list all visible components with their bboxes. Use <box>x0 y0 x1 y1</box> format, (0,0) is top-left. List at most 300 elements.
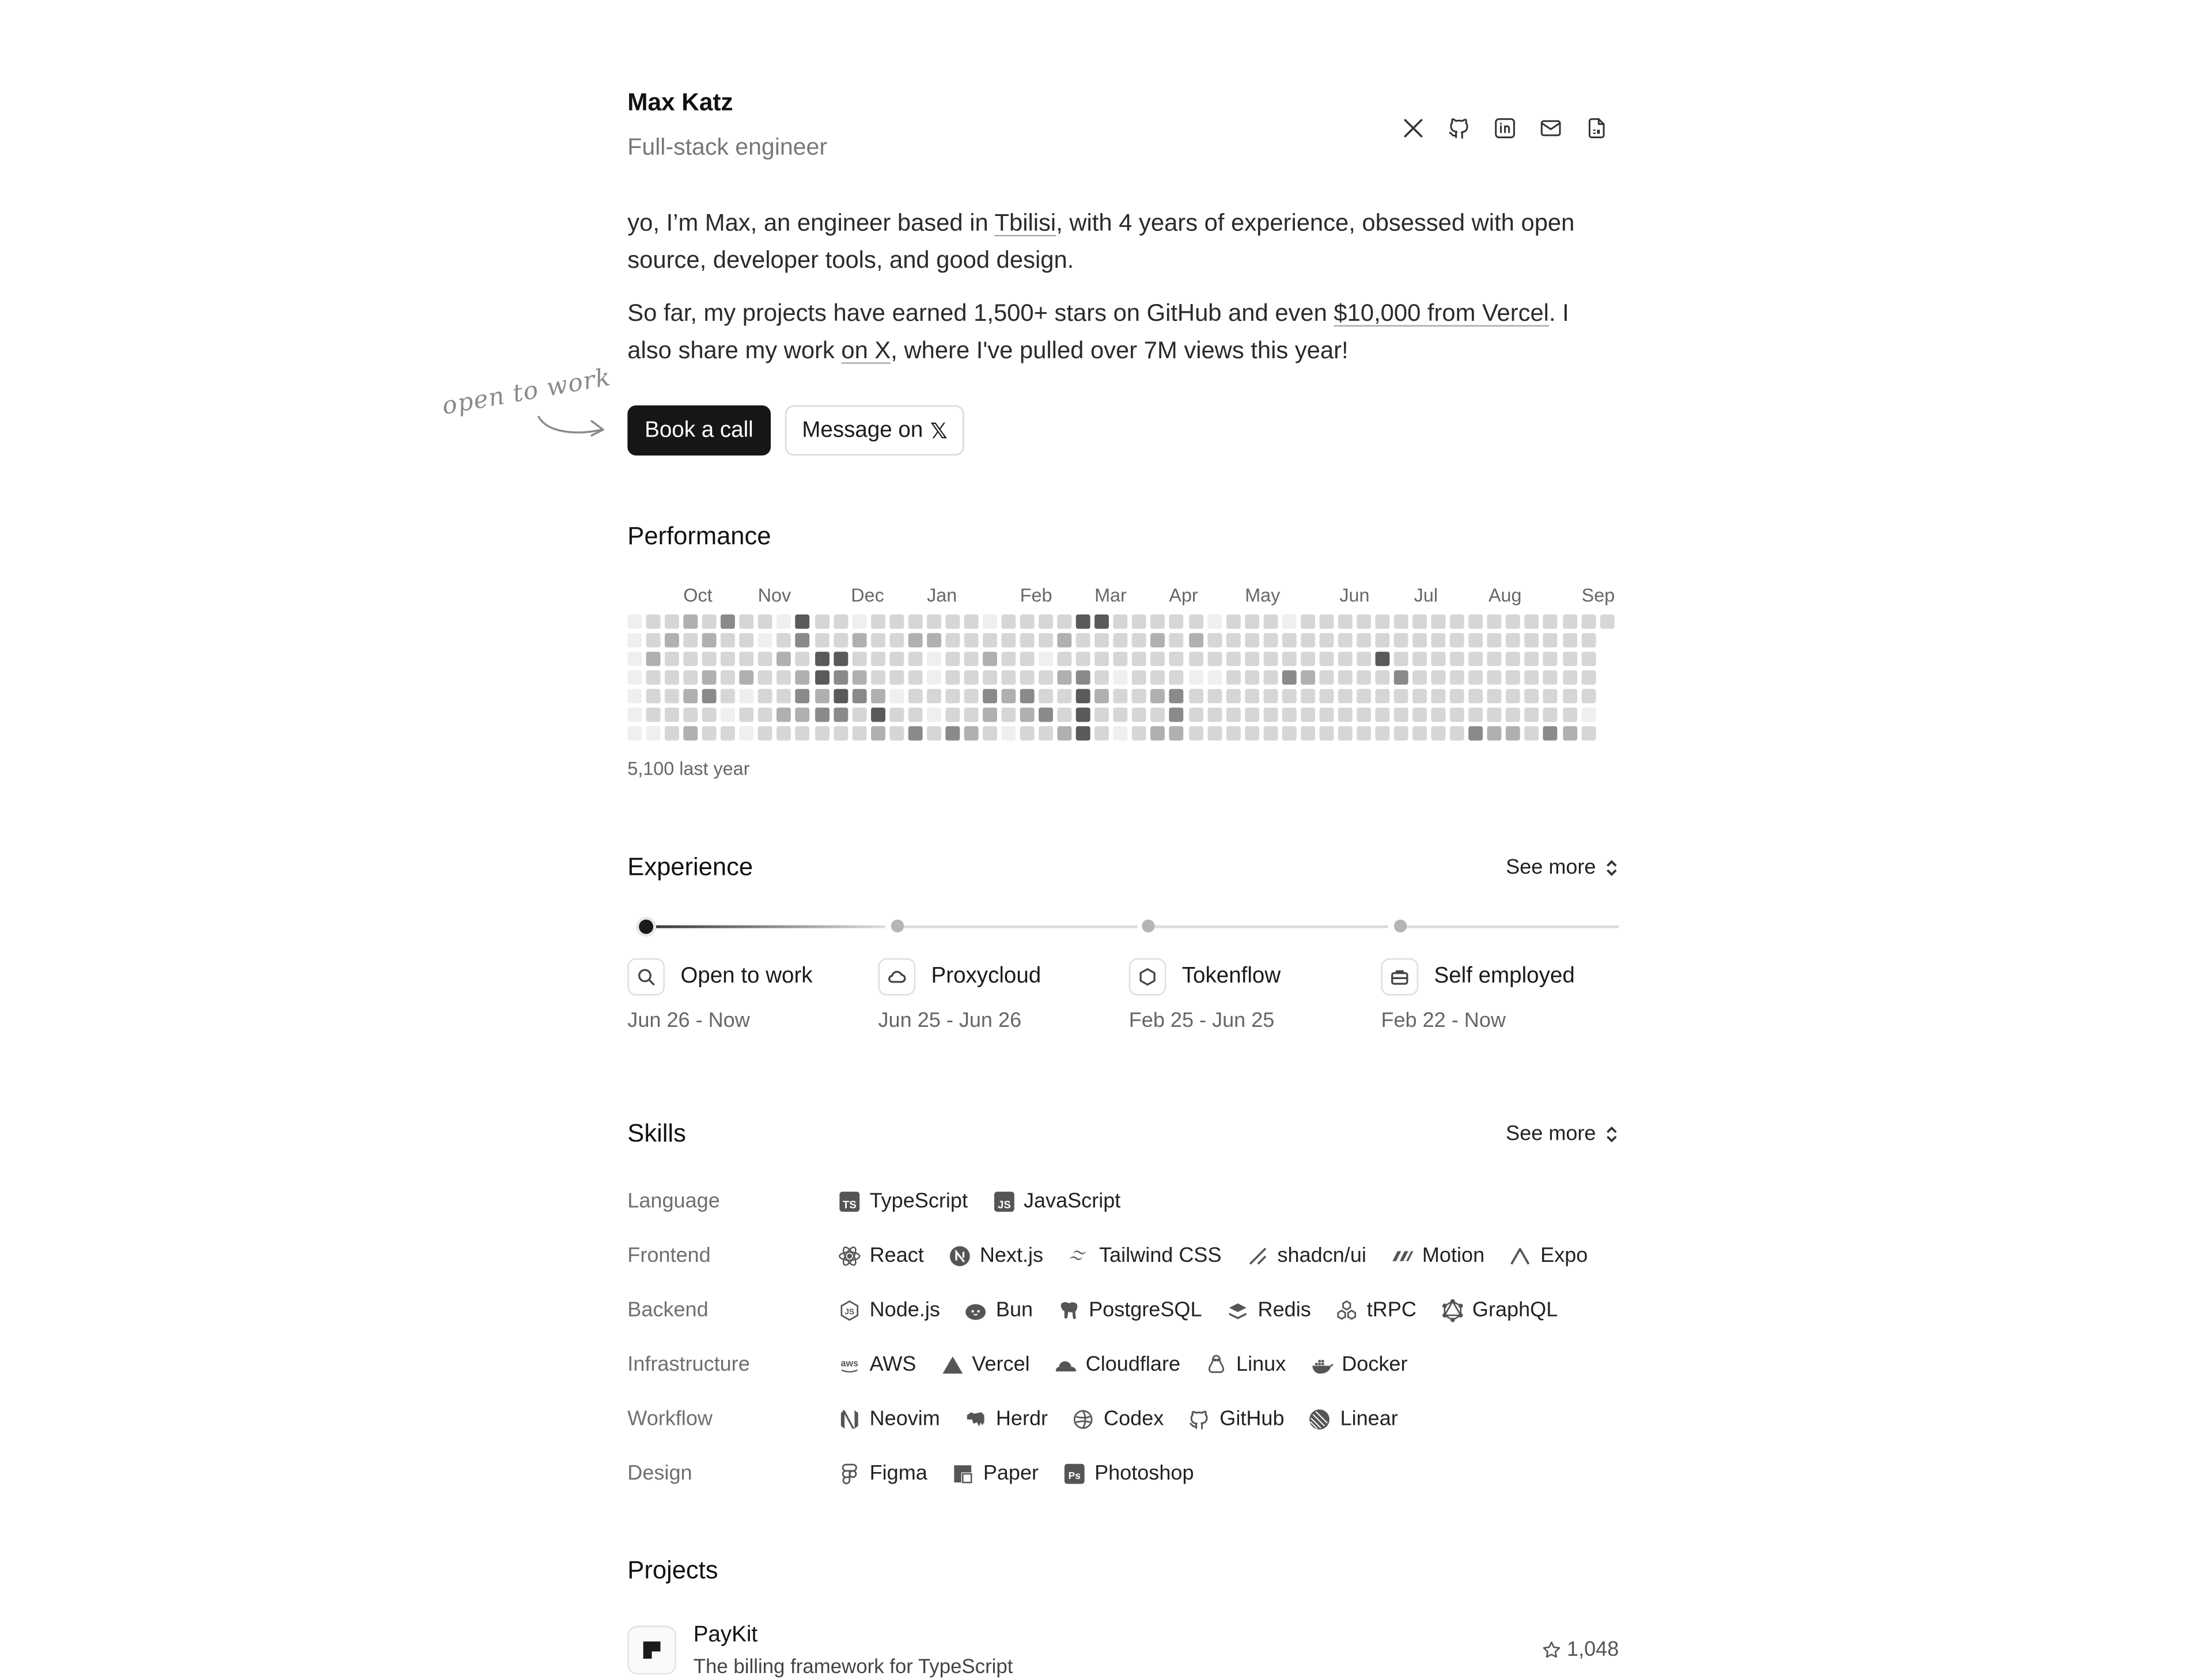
heatmap-cell[interactable] <box>1169 652 1184 666</box>
heatmap-cell[interactable] <box>740 615 754 629</box>
heatmap-cell[interactable] <box>1469 652 1483 666</box>
heatmap-cell[interactable] <box>1506 727 1521 741</box>
heatmap-cell[interactable] <box>983 689 997 704</box>
heatmap-cell[interactable] <box>815 689 829 704</box>
heatmap-cell[interactable] <box>1058 652 1072 666</box>
heatmap-cell[interactable] <box>1581 689 1596 704</box>
heatmap-cell[interactable] <box>1357 670 1371 685</box>
linkedin-icon[interactable] <box>1491 115 1518 142</box>
heatmap-cell[interactable] <box>1394 615 1408 629</box>
heatmap-cell[interactable] <box>908 670 922 685</box>
heatmap-cell[interactable] <box>1039 670 1053 685</box>
heatmap-cell[interactable] <box>646 615 661 629</box>
heatmap-cell[interactable] <box>1020 615 1035 629</box>
heatmap-cell[interactable] <box>1076 615 1090 629</box>
heatmap-cell[interactable] <box>627 652 642 666</box>
heatmap-cell[interactable] <box>1469 689 1483 704</box>
heatmap-cell[interactable] <box>1132 727 1147 741</box>
heatmap-cell[interactable] <box>1244 615 1259 629</box>
experience-item-tokenflow[interactable] <box>1129 957 1381 1033</box>
heatmap-cell[interactable] <box>1506 708 1521 722</box>
heatmap-cell[interactable] <box>758 615 772 629</box>
heatmap-cell[interactable] <box>777 689 791 704</box>
heatmap-cell[interactable] <box>1076 633 1090 647</box>
heatmap-cell[interactable] <box>1562 652 1577 666</box>
heatmap-cell[interactable] <box>721 652 736 666</box>
heatmap-cell[interactable] <box>1412 652 1427 666</box>
heatmap-cell[interactable] <box>1412 689 1427 704</box>
heatmap-cell[interactable] <box>702 670 717 685</box>
heatmap-cell[interactable] <box>908 615 922 629</box>
heatmap-cell[interactable] <box>1282 615 1296 629</box>
heatmap-cell[interactable] <box>777 633 791 647</box>
heatmap-cell[interactable] <box>1263 633 1278 647</box>
heatmap-cell[interactable] <box>1506 689 1521 704</box>
heatmap-cell[interactable] <box>1188 652 1203 666</box>
heatmap-cell[interactable] <box>852 670 866 685</box>
heatmap-cell[interactable] <box>1450 633 1464 647</box>
heatmap-cell[interactable] <box>721 727 736 741</box>
project-paykit[interactable] <box>627 1623 1619 1680</box>
heatmap-cell[interactable] <box>796 652 810 666</box>
heatmap-cell[interactable] <box>1544 727 1558 741</box>
heatmap-cell[interactable] <box>1376 670 1390 685</box>
heatmap-cell[interactable] <box>702 633 717 647</box>
heatmap-cell[interactable] <box>665 633 679 647</box>
heatmap-cell[interactable] <box>908 708 922 722</box>
heatmap-cell[interactable] <box>1039 727 1053 741</box>
heatmap-cell[interactable] <box>740 670 754 685</box>
heatmap-cell[interactable] <box>870 670 885 685</box>
heatmap-cell[interactable] <box>740 727 754 741</box>
heatmap-cell[interactable] <box>1394 633 1408 647</box>
heatmap-cell[interactable] <box>1039 708 1053 722</box>
heatmap-cell[interactable] <box>1431 615 1446 629</box>
heatmap-cell[interactable] <box>1226 652 1240 666</box>
heatmap-cell[interactable] <box>1450 689 1464 704</box>
heatmap-cell[interactable] <box>1226 670 1240 685</box>
cv-document-icon[interactable] <box>1583 115 1610 142</box>
heatmap-cell[interactable] <box>1207 708 1221 722</box>
heatmap-cell[interactable] <box>833 652 847 666</box>
heatmap-cell[interactable] <box>1226 708 1240 722</box>
heatmap-cell[interactable] <box>889 670 904 685</box>
heatmap-cell[interactable] <box>927 615 941 629</box>
heatmap-cell[interactable] <box>1095 708 1109 722</box>
heatmap-cell[interactable] <box>1394 670 1408 685</box>
heatmap-cell[interactable] <box>889 708 904 722</box>
heatmap-cell[interactable] <box>1058 633 1072 647</box>
heatmap-cell[interactable] <box>852 689 866 704</box>
heatmap-cell[interactable] <box>927 727 941 741</box>
heatmap-cell[interactable] <box>1132 652 1147 666</box>
experience-see-more-button[interactable] <box>1506 856 1619 879</box>
heatmap-cell[interactable] <box>833 727 847 741</box>
heatmap-cell[interactable] <box>627 633 642 647</box>
heatmap-cell[interactable] <box>702 689 717 704</box>
heatmap-cell[interactable] <box>1039 652 1053 666</box>
heatmap-cell[interactable] <box>1132 670 1147 685</box>
heatmap-cell[interactable] <box>627 689 642 704</box>
heatmap-cell[interactable] <box>852 633 866 647</box>
heatmap-cell[interactable] <box>777 727 791 741</box>
heatmap-cell[interactable] <box>1151 708 1165 722</box>
heatmap-cell[interactable] <box>1020 633 1035 647</box>
heatmap-cell[interactable] <box>1376 615 1390 629</box>
heatmap-cell[interactable] <box>889 689 904 704</box>
heatmap-cell[interactable] <box>908 633 922 647</box>
heatmap-cell[interactable] <box>1544 670 1558 685</box>
heatmap-cell[interactable] <box>1282 689 1296 704</box>
heatmap-cell[interactable] <box>1151 689 1165 704</box>
heatmap-cell[interactable] <box>1282 670 1296 685</box>
heatmap-cell[interactable] <box>964 727 978 741</box>
heatmap-cell[interactable] <box>1319 615 1334 629</box>
heatmap-cell[interactable] <box>1487 689 1502 704</box>
heatmap-cell[interactable] <box>1244 652 1259 666</box>
heatmap-cell[interactable] <box>1207 652 1221 666</box>
heatmap-cell[interactable] <box>1319 670 1334 685</box>
heatmap-cell[interactable] <box>1282 652 1296 666</box>
heatmap-cell[interactable] <box>1263 615 1278 629</box>
heatmap-cell[interactable] <box>945 708 960 722</box>
heatmap-cell[interactable] <box>1394 708 1408 722</box>
heatmap-cell[interactable] <box>1151 652 1165 666</box>
heatmap-cell[interactable] <box>927 708 941 722</box>
heatmap-cell[interactable] <box>1487 652 1502 666</box>
heatmap-cell[interactable] <box>1113 689 1128 704</box>
heatmap-cell[interactable] <box>758 708 772 722</box>
heatmap-cell[interactable] <box>1506 615 1521 629</box>
heatmap-cell[interactable] <box>1376 708 1390 722</box>
heatmap-cell[interactable] <box>1039 633 1053 647</box>
timeline-dot[interactable] <box>1394 920 1407 932</box>
heatmap-cell[interactable] <box>945 652 960 666</box>
heatmap-cell[interactable] <box>1282 708 1296 722</box>
heatmap-cell[interactable] <box>758 689 772 704</box>
heatmap-cell[interactable] <box>1412 615 1427 629</box>
mail-icon[interactable] <box>1537 115 1565 142</box>
heatmap-cell[interactable] <box>1113 670 1128 685</box>
heatmap-cell[interactable] <box>1076 689 1090 704</box>
heatmap-cell[interactable] <box>927 689 941 704</box>
heatmap-cell[interactable] <box>908 689 922 704</box>
heatmap-cell[interactable] <box>1244 689 1259 704</box>
heatmap-cell[interactable] <box>1001 615 1016 629</box>
heatmap-cell[interactable] <box>1001 633 1016 647</box>
heatmap-cell[interactable] <box>758 633 772 647</box>
heatmap-cell[interactable] <box>889 652 904 666</box>
heatmap-cell[interactable] <box>1282 727 1296 741</box>
heatmap-cell[interactable] <box>1113 615 1128 629</box>
heatmap-cell[interactable] <box>665 689 679 704</box>
heatmap-cell[interactable] <box>1357 615 1371 629</box>
heatmap-cell[interactable] <box>1357 633 1371 647</box>
heatmap-cell[interactable] <box>702 652 717 666</box>
heatmap-cell[interactable] <box>964 670 978 685</box>
heatmap-cell[interactable] <box>1338 670 1353 685</box>
heatmap-cell[interactable] <box>1207 670 1221 685</box>
heatmap-cell[interactable] <box>740 652 754 666</box>
heatmap-cell[interactable] <box>1376 689 1390 704</box>
x-icon[interactable] <box>1400 115 1427 142</box>
heatmap-cell[interactable] <box>1450 708 1464 722</box>
heatmap-cell[interactable] <box>1412 670 1427 685</box>
heatmap-cell[interactable] <box>702 727 717 741</box>
heatmap-cell[interactable] <box>1581 708 1596 722</box>
heatmap-cell[interactable] <box>1039 689 1053 704</box>
heatmap-cell[interactable] <box>1562 708 1577 722</box>
heatmap-cell[interactable] <box>1169 670 1184 685</box>
heatmap-cell[interactable] <box>1188 708 1203 722</box>
heatmap-cell[interactable] <box>1338 727 1353 741</box>
heatmap-cell[interactable] <box>740 708 754 722</box>
heatmap-cell[interactable] <box>777 615 791 629</box>
heatmap-cell[interactable] <box>889 633 904 647</box>
heatmap-cell[interactable] <box>1095 652 1109 666</box>
heatmap-cell[interactable] <box>889 615 904 629</box>
heatmap-cell[interactable] <box>1001 652 1016 666</box>
heatmap-cell[interactable] <box>684 615 698 629</box>
heatmap-cell[interactable] <box>1244 708 1259 722</box>
heatmap-cell[interactable] <box>1263 708 1278 722</box>
heatmap-cell[interactable] <box>1095 689 1109 704</box>
heatmap-cell[interactable] <box>1020 708 1035 722</box>
heatmap-cell[interactable] <box>852 708 866 722</box>
experience-item-self-employed[interactable] <box>1381 957 1633 1033</box>
heatmap-cell[interactable] <box>1544 689 1558 704</box>
heatmap-cell[interactable] <box>983 727 997 741</box>
heatmap-cell[interactable] <box>1544 633 1558 647</box>
heatmap-cell[interactable] <box>1244 633 1259 647</box>
heatmap-cell[interactable] <box>1450 615 1464 629</box>
heatmap-cell[interactable] <box>1562 670 1577 685</box>
heatmap-cell[interactable] <box>684 708 698 722</box>
heatmap-cell[interactable] <box>870 727 885 741</box>
heatmap-cell[interactable] <box>1581 633 1596 647</box>
heatmap-cell[interactable] <box>1039 615 1053 629</box>
heatmap-cell[interactable] <box>1020 689 1035 704</box>
heatmap-cell[interactable] <box>852 652 866 666</box>
heatmap-cell[interactable] <box>1412 633 1427 647</box>
heatmap-cell[interactable] <box>1188 633 1203 647</box>
heatmap-cell[interactable] <box>833 689 847 704</box>
heatmap-cell[interactable] <box>1226 633 1240 647</box>
heatmap-cell[interactable] <box>740 689 754 704</box>
heatmap-cell[interactable] <box>945 727 960 741</box>
heatmap-cell[interactable] <box>646 652 661 666</box>
heatmap-cell[interactable] <box>1132 708 1147 722</box>
heatmap-cell[interactable] <box>1525 670 1539 685</box>
heatmap-cell[interactable] <box>1525 727 1539 741</box>
heatmap-cell[interactable] <box>1562 615 1577 629</box>
heatmap-cell[interactable] <box>1301 615 1315 629</box>
heatmap-cell[interactable] <box>1226 689 1240 704</box>
heatmap-cell[interactable] <box>852 615 866 629</box>
heatmap-cell[interactable] <box>1226 615 1240 629</box>
experience-item-open-to-work[interactable] <box>627 957 880 1033</box>
heatmap-cell[interactable] <box>908 652 922 666</box>
heatmap-cell[interactable] <box>1301 652 1315 666</box>
heatmap-cell[interactable] <box>964 708 978 722</box>
x-profile-link[interactable]: on X <box>841 336 891 364</box>
heatmap-cell[interactable] <box>1469 615 1483 629</box>
heatmap-cell[interactable] <box>1544 652 1558 666</box>
heatmap-cell[interactable] <box>1188 689 1203 704</box>
heatmap-cell[interactable] <box>1581 652 1596 666</box>
heatmap-cell[interactable] <box>927 652 941 666</box>
heatmap-cell[interactable] <box>1544 615 1558 629</box>
heatmap-cell[interactable] <box>1151 670 1165 685</box>
heatmap-cell[interactable] <box>796 689 810 704</box>
heatmap-cell[interactable] <box>1076 652 1090 666</box>
heatmap-cell[interactable] <box>1581 727 1596 741</box>
heatmap-cell[interactable] <box>721 670 736 685</box>
heatmap-cell[interactable] <box>1113 652 1128 666</box>
heatmap-cell[interactable] <box>646 727 661 741</box>
heatmap-cell[interactable] <box>1394 652 1408 666</box>
heatmap-cell[interactable] <box>721 633 736 647</box>
heatmap-cell[interactable] <box>1058 708 1072 722</box>
heatmap-cell[interactable] <box>1469 708 1483 722</box>
heatmap-cell[interactable] <box>758 727 772 741</box>
heatmap-cell[interactable] <box>983 633 997 647</box>
skills-see-more-button[interactable] <box>1506 1123 1619 1146</box>
heatmap-cell[interactable] <box>721 689 736 704</box>
heatmap-cell[interactable] <box>927 633 941 647</box>
heatmap-cell[interactable] <box>1226 727 1240 741</box>
timeline-dot-active[interactable] <box>639 920 653 934</box>
heatmap-cell[interactable] <box>833 670 847 685</box>
heatmap-cell[interactable] <box>1450 727 1464 741</box>
heatmap-cell[interactable] <box>983 652 997 666</box>
heatmap-cell[interactable] <box>1525 689 1539 704</box>
heatmap-cell[interactable] <box>1113 727 1128 741</box>
book-call-button[interactable]: Book a call <box>627 405 770 456</box>
heatmap-cell[interactable] <box>665 652 679 666</box>
heatmap-cell[interactable] <box>1095 727 1109 741</box>
heatmap-cell[interactable] <box>1581 670 1596 685</box>
heatmap-cell[interactable] <box>1506 633 1521 647</box>
heatmap-cell[interactable] <box>1301 633 1315 647</box>
heatmap-cell[interactable] <box>1076 727 1090 741</box>
heatmap-cell[interactable] <box>1431 670 1446 685</box>
heatmap-cell[interactable] <box>1301 670 1315 685</box>
heatmap-cell[interactable] <box>1169 708 1184 722</box>
heatmap-cell[interactable] <box>1319 727 1334 741</box>
heatmap-cell[interactable] <box>1376 633 1390 647</box>
heatmap-cell[interactable] <box>908 727 922 741</box>
heatmap-cell[interactable] <box>684 633 698 647</box>
tbilisi-link[interactable]: Tbilisi <box>994 209 1056 237</box>
heatmap-cell[interactable] <box>702 708 717 722</box>
heatmap-cell[interactable] <box>1095 633 1109 647</box>
heatmap-cell[interactable] <box>1581 615 1596 629</box>
heatmap-cell[interactable] <box>1001 708 1016 722</box>
heatmap-cell[interactable] <box>1244 670 1259 685</box>
heatmap-cell[interactable] <box>1207 633 1221 647</box>
heatmap-cell[interactable] <box>870 652 885 666</box>
heatmap-cell[interactable] <box>1020 670 1035 685</box>
heatmap-cell[interactable] <box>1151 727 1165 741</box>
heatmap-cell[interactable] <box>1469 633 1483 647</box>
heatmap-cell[interactable] <box>1095 615 1109 629</box>
heatmap-cell[interactable] <box>927 670 941 685</box>
heatmap-cell[interactable] <box>1394 727 1408 741</box>
heatmap-cell[interactable] <box>684 689 698 704</box>
heatmap-cell[interactable] <box>1207 689 1221 704</box>
heatmap-cell[interactable] <box>1001 670 1016 685</box>
heatmap-cell[interactable] <box>627 670 642 685</box>
heatmap-cell[interactable] <box>1600 615 1614 629</box>
heatmap-cell[interactable] <box>1338 615 1353 629</box>
heatmap-cell[interactable] <box>777 708 791 722</box>
heatmap-cell[interactable] <box>1357 708 1371 722</box>
heatmap-cell[interactable] <box>1431 727 1446 741</box>
heatmap-cell[interactable] <box>1357 652 1371 666</box>
heatmap-cell[interactable] <box>1058 689 1072 704</box>
timeline-dot[interactable] <box>1142 920 1154 932</box>
heatmap-cell[interactable] <box>721 615 736 629</box>
heatmap-cell[interactable] <box>1450 670 1464 685</box>
heatmap-cell[interactable] <box>1376 727 1390 741</box>
heatmap-cell[interactable] <box>1487 615 1502 629</box>
heatmap-cell[interactable] <box>1076 670 1090 685</box>
heatmap-cell[interactable] <box>1319 689 1334 704</box>
heatmap-cell[interactable] <box>1487 633 1502 647</box>
heatmap-cell[interactable] <box>684 727 698 741</box>
heatmap-cell[interactable] <box>815 615 829 629</box>
heatmap-cell[interactable] <box>1357 689 1371 704</box>
heatmap-cell[interactable] <box>870 708 885 722</box>
heatmap-cell[interactable] <box>1113 708 1128 722</box>
heatmap-cell[interactable] <box>945 615 960 629</box>
heatmap-cell[interactable] <box>964 652 978 666</box>
heatmap-cell[interactable] <box>1357 727 1371 741</box>
heatmap-cell[interactable] <box>1169 727 1184 741</box>
heatmap-cell[interactable] <box>1525 708 1539 722</box>
heatmap-cell[interactable] <box>1338 708 1353 722</box>
heatmap-cell[interactable] <box>1319 708 1334 722</box>
heatmap-cell[interactable] <box>1263 652 1278 666</box>
heatmap-cell[interactable] <box>1487 670 1502 685</box>
heatmap-cell[interactable] <box>1188 615 1203 629</box>
heatmap-cell[interactable] <box>1412 708 1427 722</box>
heatmap-cell[interactable] <box>1151 615 1165 629</box>
experience-item-proxycloud[interactable] <box>878 957 1131 1033</box>
heatmap-cell[interactable] <box>1431 652 1446 666</box>
heatmap-cell[interactable] <box>1525 633 1539 647</box>
heatmap-cell[interactable] <box>627 727 642 741</box>
heatmap-cell[interactable] <box>796 670 810 685</box>
heatmap-cell[interactable] <box>889 727 904 741</box>
heatmap-cell[interactable] <box>870 633 885 647</box>
heatmap-cell[interactable] <box>870 689 885 704</box>
heatmap-cell[interactable] <box>1076 708 1090 722</box>
heatmap-cell[interactable] <box>1282 633 1296 647</box>
heatmap-cell[interactable] <box>815 652 829 666</box>
heatmap-cell[interactable] <box>964 689 978 704</box>
heatmap-cell[interactable] <box>1113 633 1128 647</box>
heatmap-cell[interactable] <box>1132 633 1147 647</box>
heatmap-cell[interactable] <box>945 633 960 647</box>
heatmap-cell[interactable] <box>665 615 679 629</box>
heatmap-cell[interactable] <box>852 727 866 741</box>
heatmap-cell[interactable] <box>1058 615 1072 629</box>
heatmap-cell[interactable] <box>1562 633 1577 647</box>
heatmap-cell[interactable] <box>870 615 885 629</box>
heatmap-cell[interactable] <box>1058 670 1072 685</box>
